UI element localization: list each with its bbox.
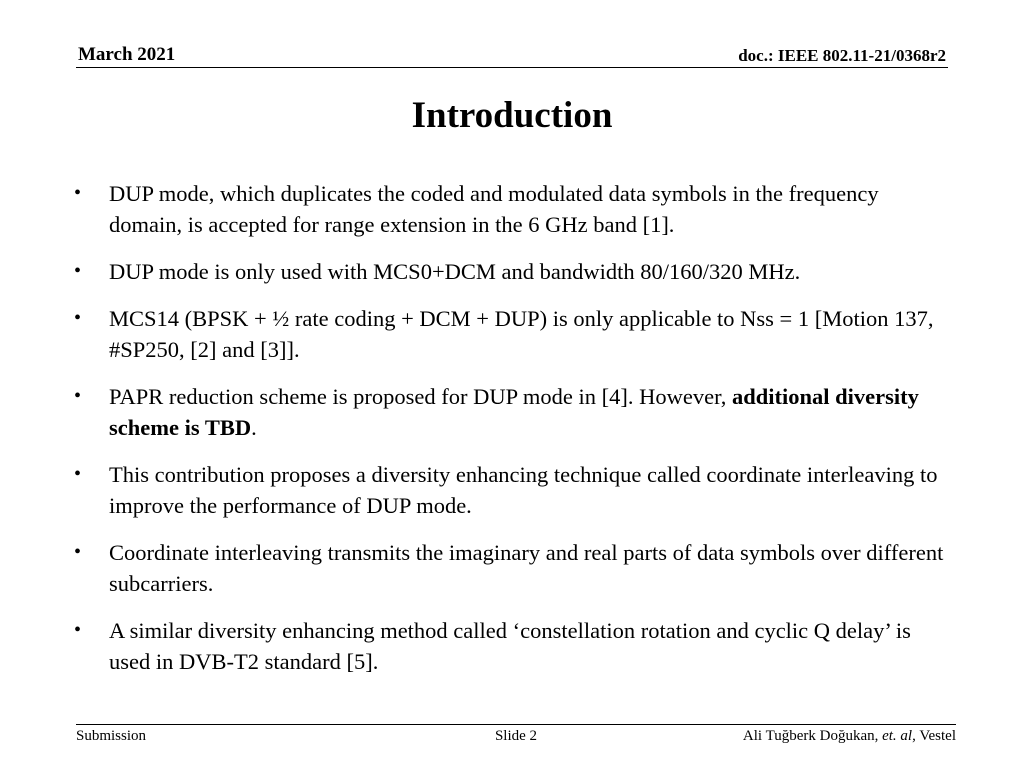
- bullet-text: A similar diversity enhancing method called ‘constellation rotation and cyclic Q delay’ is used in DVB-T2 standard [5].: [109, 618, 911, 674]
- bullet-item: [74, 537, 954, 599]
- footer-slide-number: Slide 2: [494, 728, 538, 744]
- footer-author-org: , Vestel: [912, 728, 956, 744]
- header-divider: [76, 67, 948, 68]
- bullet-item: [74, 303, 954, 365]
- bullet-item: [74, 615, 954, 677]
- bullet-icon: •: [74, 463, 82, 485]
- footer-divider: [76, 724, 956, 725]
- bullet-icon: •: [74, 619, 82, 641]
- bullet-text: PAPR reduction scheme is proposed for DUP mode in [4]. However,: [109, 384, 732, 409]
- bullet-icon: •: [74, 260, 82, 282]
- bullet-text-after: .: [251, 415, 257, 440]
- bullet-list: [74, 178, 954, 693]
- bullet-text: MCS14 (BPSK + ½ rate coding + DCM + DUP) is only applicable to Nss = 1 [Motion 137, #SP250, [2] and [3]].: [109, 306, 934, 362]
- bullet-item: [74, 459, 954, 521]
- bullet-icon: •: [74, 541, 82, 563]
- header-date: March 2021: [78, 44, 176, 65]
- footer-author-name: Ali Tuğberk Doğukan,: [742, 728, 883, 744]
- bullet-text: DUP mode is only used with MCS0+DCM and bandwidth 80/160/320 MHz.: [109, 259, 801, 284]
- slide-title: Introduction: [411, 95, 613, 136]
- footer-author: [743, 728, 956, 745]
- bullet-item: [74, 381, 954, 443]
- bullet-item: [74, 178, 954, 240]
- bullet-text: Coordinate interleaving transmits the imaginary and real parts of data symbols over different subcarriers.: [109, 540, 944, 596]
- bullet-icon: •: [74, 182, 82, 204]
- footer-author-etal: et. al: [882, 728, 913, 744]
- bullet-icon: •: [74, 307, 82, 329]
- bullet-text: DUP mode, which duplicates the coded and modulated data symbols in the frequency domain, is accepted for range extension in the 6 GHz band [1].: [109, 181, 879, 237]
- bullet-item: [74, 256, 954, 287]
- bullet-text: This contribution proposes a diversity enhancing technique called coordinate interleaving to improve the performance of DUP mode.: [109, 462, 938, 518]
- bullet-bold-text: additional diversity scheme is TBD: [109, 384, 919, 440]
- bullet-icon: •: [74, 385, 82, 407]
- header-doc-id: doc.: IEEE 802.11-21/0368r2: [738, 46, 946, 65]
- footer-submission: Submission: [76, 728, 147, 744]
